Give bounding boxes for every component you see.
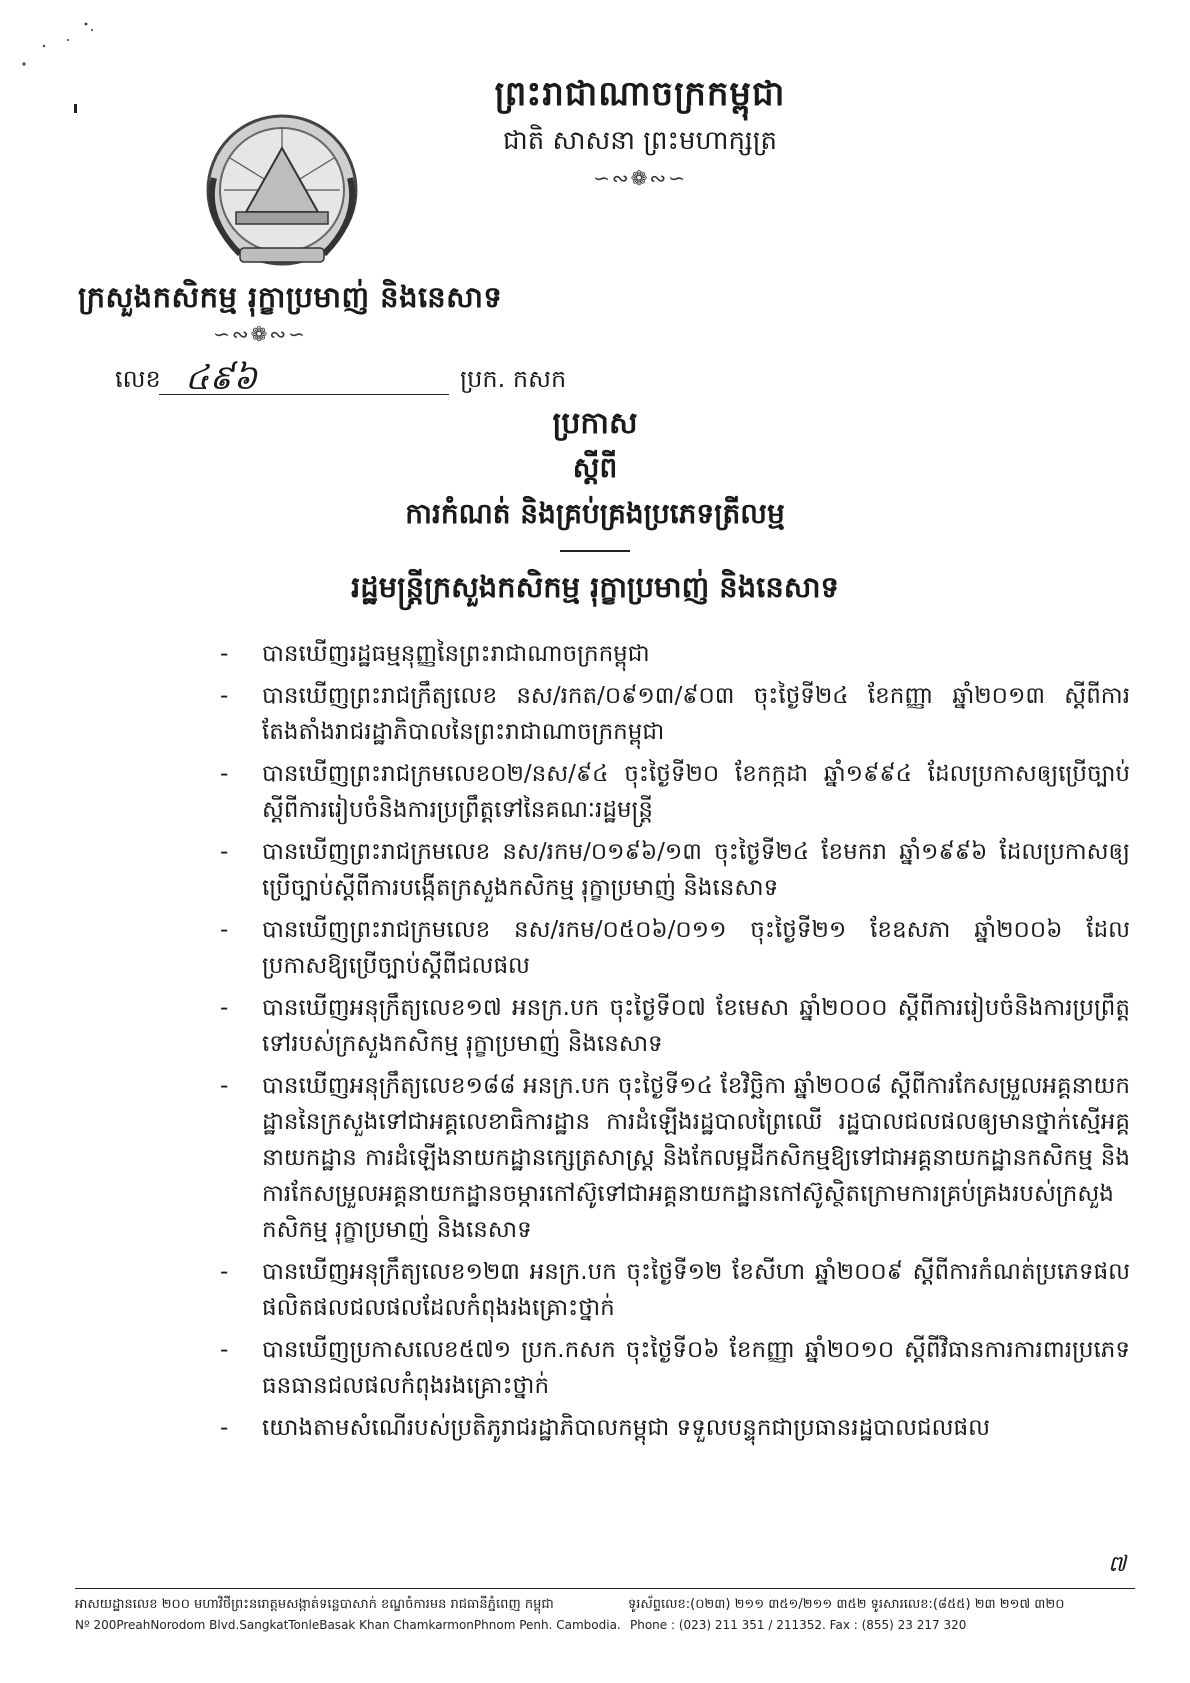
footer-divider: [75, 1588, 1135, 1589]
list-item-text: បានឃើញព្រះរាជក្រមលេខ នស/រកម/០១៩៦/១៣ ចុះថ្ងៃទី២៤ ខែមករា ឆ្នាំ១៩៩៦ ដែលប្រកាសឲ្យប្រើច្បាប់ស្តីពីការបង្កើតក្រសួងកសិកម្ម រុក្ខាប្រមាញ់ និងនេសាទ: [262, 839, 1130, 901]
footer-address-khmer: អាសយដ្ឋានលេខ ២០០ មហាវិថីព្រះនរោត្តមសង្កាត់ទន្លេបាសាក់ ខណ្ឌចំការមន រាជធានីភ្នំពេញ កម្ពុជា: [75, 1597, 554, 1612]
page-mark: ៧: [1108, 1552, 1127, 1577]
footer-contact-english: Phone : (023) 211 351 / 211352. Fax : (855) 23 217 320: [630, 1618, 967, 1632]
reference-suffix: ប្រក. កសក: [460, 365, 567, 393]
list-item-text: បានឃើញអនុក្រឹត្យលេខ១៨៨ អនក្រ.បក ចុះថ្ងៃទី១៤ ខែវិច្ឆិកា ឆ្នាំ២០០៨ ស្តីពីការកែសម្រួលអគ្គនាយកដ្ឋាននៃក្រសួងទៅជាអគ្គលេខាធិការដ្ឋាន ការដំឡើងរដ្ឋបាលព្រៃឈើ រដ្ឋបាលជលផលឲ្យមានថ្នាក់ស្មើអគ្គនាយកដ្ឋាន ការដំឡើងនាយកដ្ឋានក្សេត្រសាស្ត្រ និងកែលម្អដីកសិកម្មឱ្យទៅជាអគ្គនាយកដ្ឋានកសិកម្ម និងការកែសម្រួលអគ្គនាយកដ្ឋានចម្ការកៅស៊ូទៅជាអគ្គនាយកដ្ឋានកៅស៊ូស្ថិតក្រោមការគ្រប់គ្រងរបស់ក្រសួងកសិកម្ម រុក្ខាប្រមាញ់ និងនេសាទ: [262, 1073, 1130, 1243]
list-item-text: បានឃើញប្រកាសលេខ៥៧១ ប្រក.កសក ចុះថ្ងៃទី០៦ ខែកញ្ញា ឆ្នាំ២០១០ ស្តីពីវិធានការការពារប្រភេទធនធានជលផលកំពុងរងគ្រោះថ្នាក់: [262, 1337, 1130, 1399]
list-item: [220, 1254, 1130, 1326]
ministry-heading: ក្រសួងកសិកម្ម រុក្ខាប្រមាញ់ និងនេសាទ: [78, 280, 503, 314]
list-item: [220, 1068, 1130, 1248]
royal-emblem-icon: [200, 108, 364, 272]
list-dash: -: [220, 761, 229, 787]
list-dash: -: [220, 683, 229, 709]
list-dash: -: [220, 1415, 229, 1441]
list-item-text: បានឃើញរដ្ឋធម្មនុញ្ញនៃព្រះរាជាណាចក្រកម្ពុជា: [262, 641, 650, 667]
list-item-text: យោងតាមសំណើរបស់ប្រតិភូរាជរដ្ឋាភិបាលកម្ពុជា ទទួលបន្ទុកជាប្រធានរដ្ឋបាលជលផល: [262, 1415, 990, 1441]
list-item-text: បានឃើញអនុក្រឹត្យលេខ១៧ អនក្រ.បក ចុះថ្ងៃទី០៧ ខែមេសា ឆ្នាំ២០០០ ស្តីពីការរៀបចំនិងការប្រព្រឹត្តទៅរបស់ក្រសួងកសិកម្ម រុក្ខាប្រមាញ់ និងនេសាទ: [262, 995, 1130, 1057]
list-item: [220, 912, 1130, 984]
legal-basis-list: [220, 636, 1130, 1452]
list-item-text: បានឃើញព្រះរាជក្រមលេខ០២/នស/៩៤ ចុះថ្ងៃទី២០ ខែកក្កដា ឆ្នាំ១៩៩៤ ដែលប្រកាសឲ្យប្រើច្បាប់ស្តីពីការរៀបចំនិងការប្រព្រឹត្តទៅនៃគណៈរដ្ឋមន្ត្រី: [262, 761, 1130, 823]
list-dash: -: [220, 1259, 229, 1285]
list-dash: -: [220, 995, 229, 1021]
list-dash: -: [220, 917, 229, 943]
list-item: [220, 756, 1130, 828]
list-item: [220, 1332, 1130, 1404]
ornament-divider-icon: ∽∾❁∾∽: [593, 166, 687, 190]
kingdom-heading: ព្រះរាជាណាចក្រកម្ពុជា: [494, 74, 786, 114]
list-item-text: បានឃើញព្រះរាជក្រឹត្យលេខ នស/រកត/០៩១៣/៩០៣ ចុះថ្ងៃទី២៤ ខែកញ្ញា ឆ្នាំ២០១៣ ស្តីពីការតែងតាំងរាជរដ្ឋាភិបាលនៃព្រះរាជាណាចក្រកម្ពុជា: [262, 683, 1130, 745]
document-type-title: ប្រកាស: [552, 406, 638, 441]
footer-contact-khmer: ទូរស័ព្ទលេខ:(០២៣) ២១១ ៣៥១/២១១ ៣៥២ ទូរសារលេខ:(៨៥៥) ២៣ ២១៧ ៣២០: [628, 1597, 1065, 1612]
list-item: [220, 834, 1130, 906]
reference-number-row: [115, 358, 675, 404]
reference-label: លេខ: [115, 365, 161, 393]
list-item: [220, 1410, 1130, 1446]
list-item: [220, 990, 1130, 1062]
footer-address-english: Nº 200PreahNorodom Blvd.SangkatTonleBasak Khan ChamkarmonPhnom Penh. Cambodia.: [75, 1618, 621, 1632]
list-dash: -: [220, 1073, 229, 1099]
ministry-ornament-icon: ∽∾❁∾∽: [213, 322, 307, 346]
subject-label: ស្តីពី: [572, 451, 618, 484]
minister-heading: រដ្ឋមន្ត្រីក្រសួងកសិកម្ម រុក្ខាប្រមាញ់ និងនេសាទ: [351, 570, 839, 604]
list-dash: -: [220, 641, 229, 667]
list-item: [220, 678, 1130, 750]
title-divider: [560, 550, 630, 552]
list-dash: -: [220, 1337, 229, 1363]
list-dash: -: [220, 839, 229, 865]
list-item-text: បានឃើញព្រះរាជក្រមលេខ នស/រកម/០៥០៦/០១១ ចុះថ្ងៃទី២១ ខែឧសភា ឆ្នាំ២០០៦ ដែលប្រកាសឱ្យប្រើច្បាប់ស្តីពីជលផល: [262, 917, 1130, 979]
list-item: [220, 636, 1130, 672]
reference-number: ៤៩៦: [185, 358, 258, 398]
subject-title: ការកំណត់ និងគ្រប់គ្រងប្រភេទត្រីលម្ម: [405, 497, 785, 530]
national-motto: ជាតិ សាសនា ព្រះមហាក្សត្រ: [503, 126, 777, 156]
scan-specks: [0, 0, 120, 120]
list-item-text: បានឃើញអនុក្រឹត្យលេខ១២៣ អនក្រ.បក ចុះថ្ងៃទី១២ ខែសីហា ឆ្នាំ២០០៩ ស្តីពីការកំណត់ប្រភេទផលផលិតផលជលផលដែលកំពុងរងគ្រោះថ្នាក់: [262, 1259, 1130, 1321]
